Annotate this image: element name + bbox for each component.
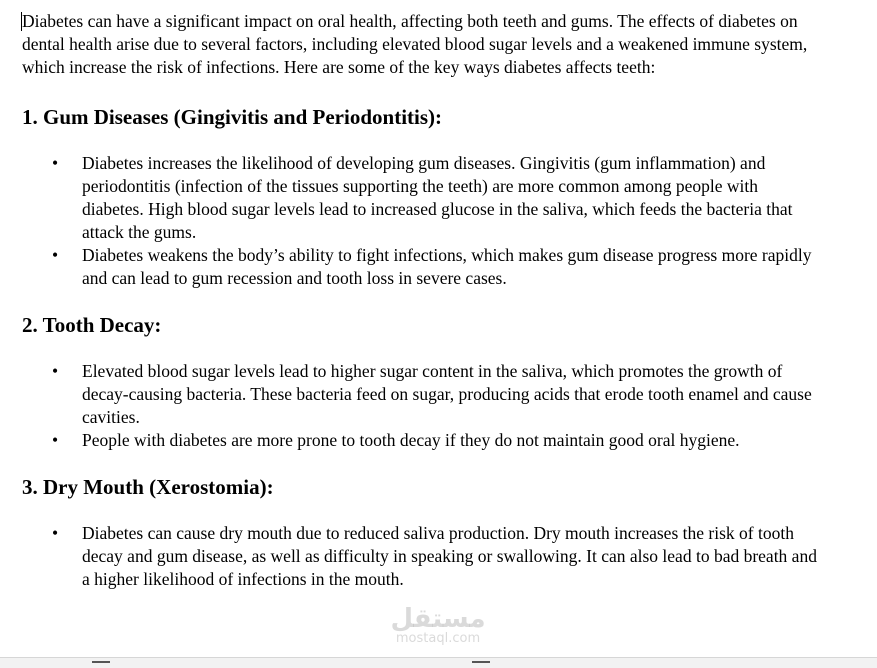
bullet-icon: • — [52, 430, 59, 450]
bullet-list-tooth-decay — [22, 360, 822, 452]
watermark-text: mostaql.com — [395, 631, 481, 646]
list-item — [22, 152, 822, 244]
section-heading-gum-diseases: 1. Gum Diseases (Gingivitis and Periodontitis): — [22, 105, 443, 129]
intro-text: Diabetes can have a significant impact on oral health, affecting both teeth and gums. The effects of diabetes on dental health arise due to several factors, including elevated blood sugar levels and a weakened immune system, which increase the risk of infections. Here are some of the key ways diabetes affects teeth: — [22, 11, 808, 77]
list-item — [22, 429, 822, 452]
text-cursor — [21, 12, 22, 31]
section-heading-dry-mouth: 3. Dry Mouth (Xerostomia): — [22, 475, 274, 499]
watermark-logo-mark: مستقل — [390, 604, 486, 634]
list-item-text: Elevated blood sugar levels lead to higher sugar content in the saliva, which promotes the growth of decay-causing bacteria. These bacteria feed on sugar, producing acids that erode tooth enamel and cause cavities. — [82, 361, 812, 427]
list-item — [22, 360, 822, 429]
intro-paragraph[interactable] — [22, 10, 822, 79]
bullet-list-gum-diseases — [22, 152, 822, 290]
list-item-text: People with diabetes are more prone to tooth decay if they do not maintain good oral hygiene. — [82, 430, 740, 450]
document-page — [22, 10, 822, 591]
bullet-icon: • — [52, 153, 59, 173]
bullet-icon: • — [52, 523, 59, 543]
list-item — [22, 244, 822, 290]
status-bar-mark — [472, 661, 490, 663]
bullet-list-dry-mouth — [22, 522, 822, 591]
status-bar — [0, 657, 877, 668]
list-item-text: Diabetes increases the likelihood of developing gum diseases. Gingivitis (gum inflammation) and periodontitis (infection of the tissues supporting the teeth) are more common among people with diabetes. High blood sugar levels lead to increased glucose in the saliva, which feeds the bacteria that attack the gums. — [82, 153, 793, 242]
list-item-text: Diabetes weakens the body’s ability to fight infections, which makes gum disease progress more rapidly and can lead to gum recession and tooth loss in severe cases. — [82, 245, 812, 288]
list-item-text: Diabetes can cause dry mouth due to reduced saliva production. Dry mouth increases the risk of tooth decay and gum disease, as well as difficulty in speaking or swallowing. It can also lead to bad breath and a higher likelihood of infections in the mouth. — [82, 523, 817, 589]
status-bar-mark — [92, 661, 110, 663]
section-heading-tooth-decay: 2. Tooth Decay: — [22, 313, 162, 337]
bullet-icon: • — [52, 245, 59, 265]
watermark-logo — [383, 606, 493, 656]
bullet-icon: • — [52, 361, 59, 381]
list-item — [22, 522, 822, 591]
